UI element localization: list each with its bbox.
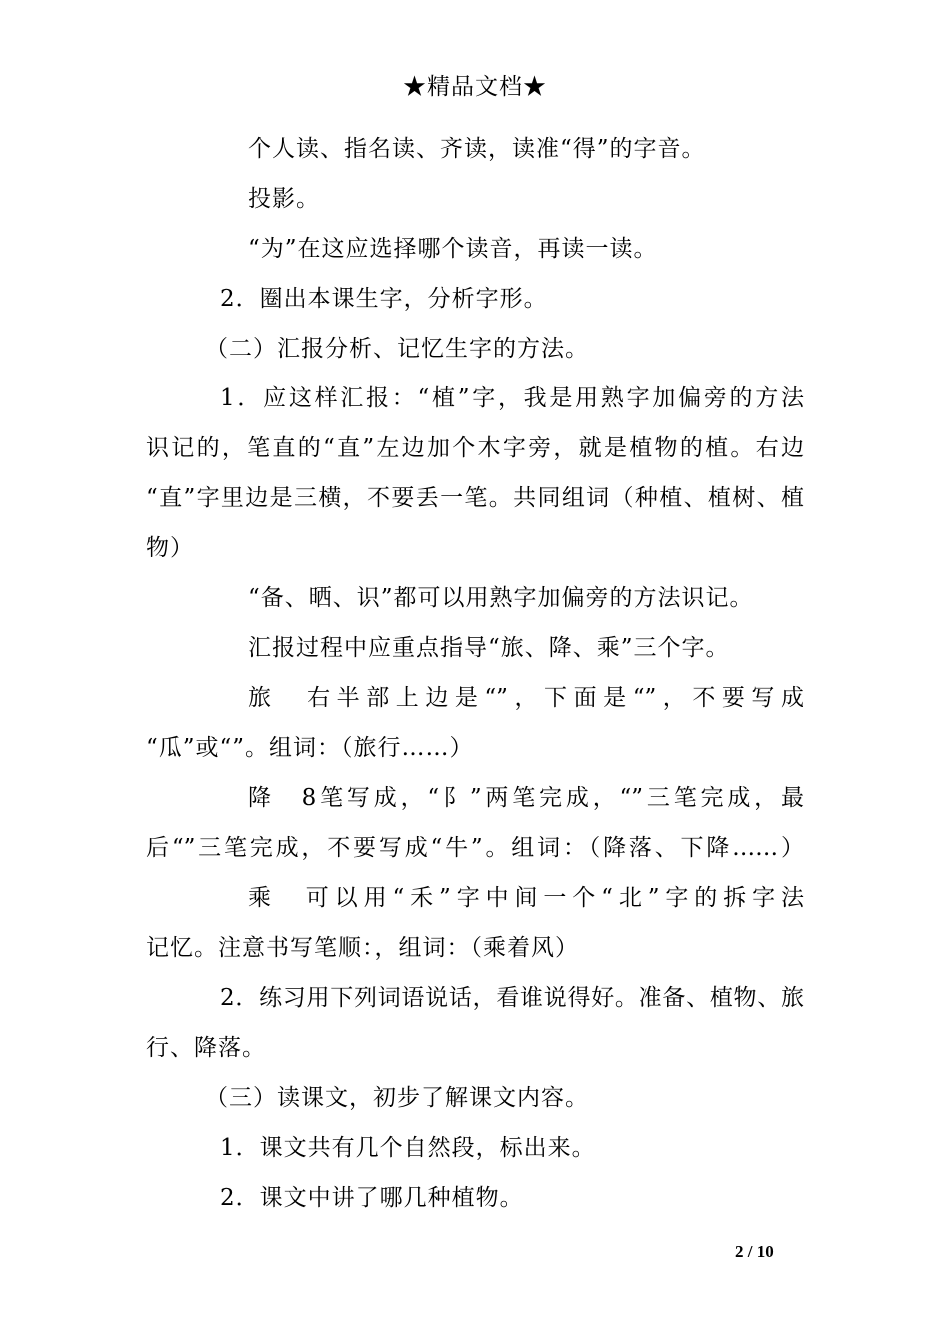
text-line: 识记的，笔直的“直”左边加个木字旁，就是植物的植。右边 (146, 435, 804, 461)
text-line: 2．圈出本课生字，分析字形。 (220, 286, 548, 312)
text-line: 降 8笔写成，“阝”两笔完成，“”三笔完成，最 (248, 785, 804, 811)
text-line: 行、降落。 (146, 1035, 266, 1061)
page-number: 2 / 10 (735, 1242, 774, 1261)
text-line: 2．练习用下列词语说话，看谁说得好。准备、植物、旅 (220, 985, 804, 1011)
text-line: 投影。 (248, 186, 320, 212)
text-line: “为”在这应选择哪个读音，再读一读。 (248, 236, 658, 262)
text-line: “直”字里边是三横，不要丢一笔。共同组词（种植、植树、植 (146, 485, 804, 511)
text-line: “备、晒、识”都可以用熟字加偏旁的方法识记。 (248, 585, 754, 611)
text-line: 记忆。注意书写笔顺：，组词：（乘着风） (146, 935, 579, 961)
text-line: 2．课文中讲了哪几种植物。 (220, 1185, 524, 1211)
text-line: 旅 右半部上边是“”，下面是“”，不要写成 (248, 685, 804, 711)
section-heading: （二）汇报分析、记忆生字的方法。 (205, 336, 589, 362)
text-line: 1．课文共有几个自然段，标出来。 (220, 1135, 596, 1161)
section-heading: （三）读课文，初步了解课文内容。 (205, 1085, 589, 1111)
text-line: 汇报过程中应重点指导“旅、降、乘”三个字。 (248, 635, 730, 661)
text-line: “瓜”或“”。组词：（旅行……） (146, 735, 474, 761)
text-line: 物） (146, 535, 194, 561)
text-line: 1．应这样汇报：“植”字，我是用熟字加偏旁的方法 (220, 385, 804, 411)
text-line: 后“”三笔完成，不要写成“牛”。组词：（降落、下降……） (146, 835, 804, 861)
page-header: ★精品文档★ (403, 74, 547, 100)
text-line: 个人读、指名读、齐读，读准“得”的字音。 (248, 136, 706, 162)
text-line: 乘 可以用“禾”字中间一个“北”字的拆字法 (248, 885, 804, 911)
